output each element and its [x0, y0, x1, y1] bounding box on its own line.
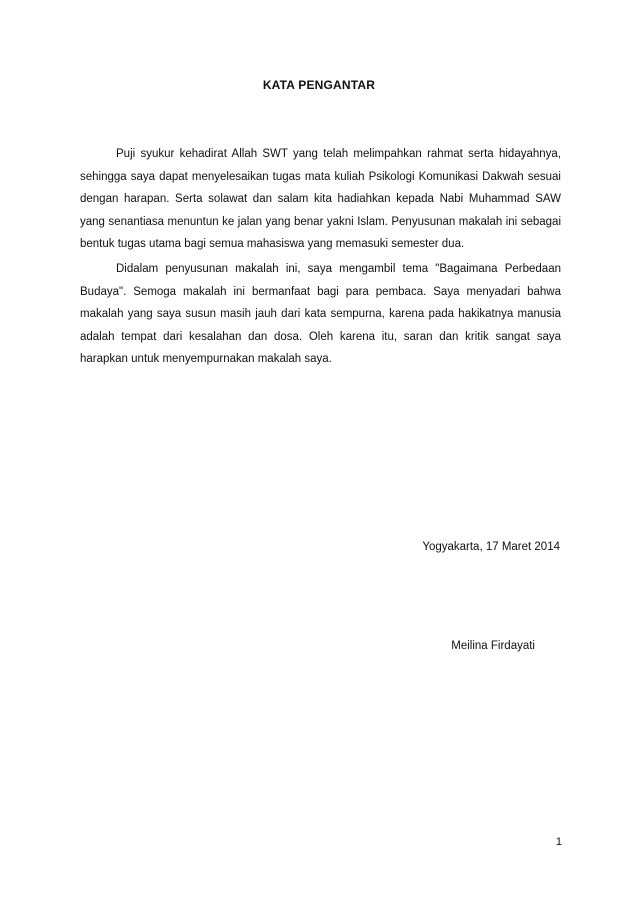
- paragraph-2: [80, 258, 561, 371]
- page-number: 1: [555, 836, 562, 848]
- paragraph-2-text: Didalam penyusunan makalah ini, saya mengambil tema "Bagaimana Perbedaan Budaya". Semoga makalah ini bermanfaat bagi para pembaca. Saya menyadari bahwa makalah yang saya susun masih jauh dari kata sempurna, karena pada hakikatnya manusia adalah tempat dari kesalahan dan dosa. Oleh karena itu, saran dan kritik sangat saya harapkan untuk menyempurnakan makalah saya.: [80, 263, 561, 365]
- page-title: KATA PENGANTAR: [262, 78, 376, 92]
- signer-name: Meilina Firdayati: [451, 640, 535, 652]
- paragraph-1-text: Puji syukur kehadirat Allah SWT yang telah melimpahkan rahmat serta hidayahnya, sehingga saya dapat menyelesaikan tugas mata kuliah Psikologi Komunikasi Dakwah sesuai dengan harapan. Serta solawat dan salam kita hadiahkan kepada Nabi Muhammad SAW yang senantiasa menuntun ke jalan yang benar yakni Islam. Penyusunan makalah ini sebagai bentuk tugas utama bagi semua mahasiswa yang memasuki semester dua.: [80, 148, 561, 250]
- place-date: Yogyakarta, 17 Maret 2014: [422, 541, 560, 553]
- paragraph-1: [80, 143, 561, 256]
